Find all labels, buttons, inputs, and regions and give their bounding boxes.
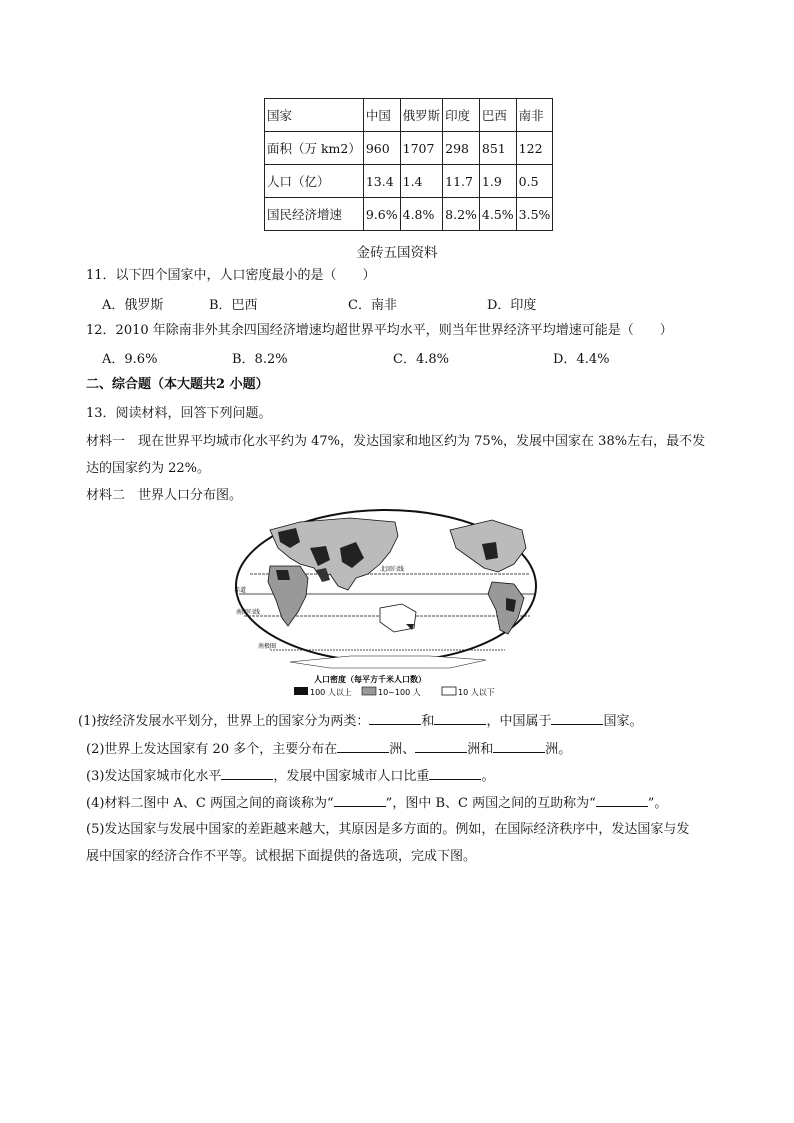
table-row [265, 198, 553, 231]
answer-blank[interactable] [337, 738, 389, 753]
data-table [264, 98, 553, 231]
table-cell: 1707 [400, 132, 443, 165]
legend-swatch-high [294, 687, 308, 695]
legend-item-mid: 10~100 人 [378, 688, 421, 697]
answer-blank[interactable] [334, 792, 386, 807]
table-cell: 4.8% [400, 198, 443, 231]
question-13-stem: 13．阅读材料，回答下列问题。 [86, 406, 272, 421]
question-11-stem: 11．以下四个国家中，人口密度最小的是（ ） [86, 268, 376, 283]
answer-blank[interactable] [434, 710, 486, 725]
label-tropic-north: 北回归线 [380, 566, 405, 573]
table-cell: 11.7 [443, 165, 480, 198]
sub1-text-d: 国家。 [603, 714, 643, 729]
sub3-text-b: ，发展中国家城市人口比重 [273, 769, 430, 784]
table-cell: 中国 [363, 99, 400, 132]
table-cell: 3.5% [516, 198, 553, 231]
q12-option-c: C．4.8% [393, 352, 449, 367]
sub-question-2 [86, 738, 571, 760]
material-1-line-1: 材料一 现在世界平均城市化水平约为 47%，发达国家和地区约为 75%，发展中国家在 38%左右，最不发 [86, 434, 706, 449]
sub2-text-c: 洲和 [467, 742, 494, 757]
table-cell: 8.2% [443, 198, 480, 231]
sub-question-4 [86, 792, 667, 814]
table-row [265, 99, 553, 132]
table-cell: 0.5 [516, 165, 553, 198]
sub1-text-b: 和 [421, 714, 435, 729]
table-row [265, 165, 553, 198]
legend-item-low: 10 人以下 [458, 688, 495, 697]
table-cell: 122 [516, 132, 553, 165]
table-cell: 印度 [443, 99, 480, 132]
table-cell: 国家 [265, 99, 364, 132]
q11-option-b: B．巴西 [209, 298, 258, 313]
table-cell: 1.4 [400, 165, 443, 198]
sub4-text-c: ”。 [647, 796, 668, 811]
answer-blank[interactable] [493, 738, 545, 753]
table-cell: 13.4 [363, 165, 400, 198]
question-12-stem: 12．2010 年除南非外其余四国经济增速均超世界平均水平，则当年世界经济平均增速可能是（ ） [86, 323, 673, 338]
table-cell: 国民经济增速 [265, 198, 364, 231]
table-cell: 4.5% [479, 198, 516, 231]
sub1-text-a: (1)按经济发展水平划分，世界上的国家分为两类： [78, 714, 370, 729]
material-2-heading: 材料二 世界人口分布图。 [86, 488, 243, 503]
q12-option-a: A．9.6% [102, 352, 158, 367]
table-row [265, 132, 553, 165]
label-tropic-south: 南回归线 [236, 609, 261, 616]
table-cell: 南非 [516, 99, 553, 132]
table-cell: 面积（万 km2） [265, 132, 364, 165]
table-cell: 298 [443, 132, 480, 165]
sub-question-5-line-2: 展中国家的经济合作不平等。试根据下面提供的备选项，完成下图。 [86, 849, 477, 864]
sub4-text-b: ”，图中 B、C 两国之间的互助称为“ [385, 796, 596, 811]
legend-swatch-low [442, 687, 456, 695]
answer-blank[interactable] [415, 738, 467, 753]
table-caption: 金砖五国资料 [356, 245, 438, 261]
q11-option-c: C．南非 [348, 298, 397, 313]
q12-option-d: D．4.4% [553, 352, 610, 367]
world-population-map [230, 508, 552, 698]
table-cell: 巴西 [479, 99, 516, 132]
legend-swatch-mid [362, 687, 376, 695]
sub2-text-d: 洲。 [545, 742, 572, 757]
legend-item-high: 100 人以上 [310, 688, 352, 697]
sub2-text-b: 洲、 [389, 742, 416, 757]
q11-option-a: A．俄罗斯 [102, 298, 164, 313]
table-cell: 俄罗斯 [400, 99, 443, 132]
material-1-line-2: 达的国家约为 22%。 [86, 461, 211, 476]
sub-question-5-line-1: (5)发达国家与发展中国家的差距越来越大，其原因是多方面的。例如，在国际经济秩序中，发达国家与发 [86, 822, 690, 837]
label-antarctic-circle: 南极圈 [258, 643, 277, 650]
legend-title: 人口密度（每平方千米人口数） [314, 675, 426, 684]
sub3-text-a: (3)发达国家城市化水平 [86, 769, 222, 784]
sub3-text-c: 。 [481, 769, 495, 784]
sub4-text-a: (4)材料二图中 A、C 两国之间的商谈称为“ [86, 796, 334, 811]
answer-blank[interactable] [429, 765, 481, 780]
table-cell: 851 [479, 132, 516, 165]
q12-option-b: B．8.2% [232, 352, 288, 367]
sub-question-1 [78, 710, 642, 732]
table-cell: 1.9 [479, 165, 516, 198]
map-graphic [230, 508, 552, 698]
section-title: 二、综合题（本大题共2 小题） [86, 377, 269, 392]
sub-question-3 [86, 765, 494, 787]
table-cell: 人口（亿） [265, 165, 364, 198]
table-cell: 9.6% [363, 198, 400, 231]
answer-blank[interactable] [221, 765, 273, 780]
sub1-text-c: ，中国属于 [486, 714, 552, 729]
table-cell: 960 [363, 132, 400, 165]
q11-option-d: D．印度 [487, 298, 537, 313]
answer-blank[interactable] [551, 710, 603, 725]
answer-blank[interactable] [369, 710, 421, 725]
answer-blank[interactable] [596, 792, 648, 807]
label-equator: 赤道 [234, 587, 247, 594]
sub2-text-a: (2)世界上发达国家有 20 多个，主要分布在 [86, 742, 338, 757]
